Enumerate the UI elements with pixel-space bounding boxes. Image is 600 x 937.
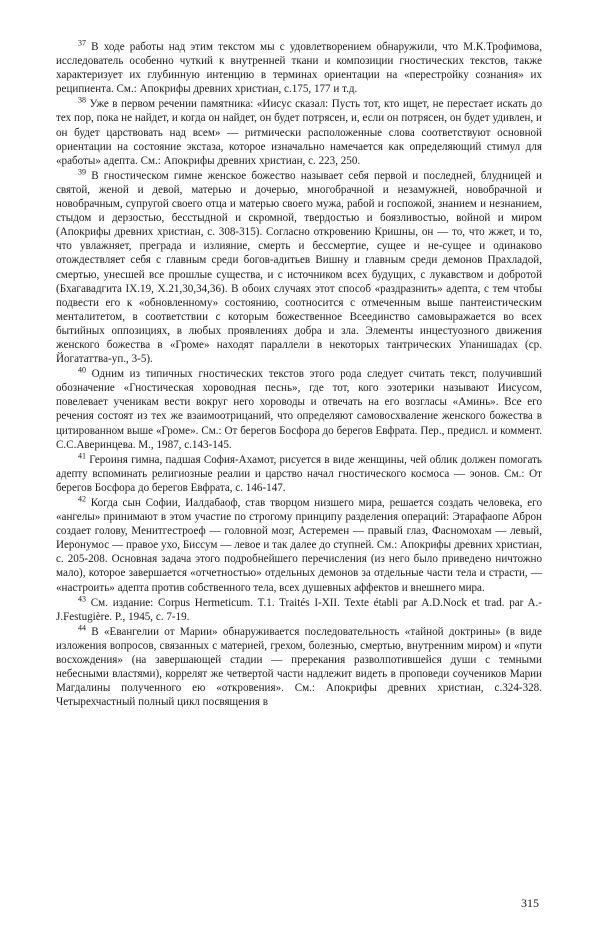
footnote-38	[56, 97, 542, 167]
footnote-number: 37	[78, 38, 86, 48]
footnote-text: В «Евангелии от Марии» обнаруживается последовательность «тайной доктрины» (в виде изложения вопросов, связанных с материей, грехом, болезнью, смертью, внутренним миром) и «пути восхождения» (на завершающей стадии — пререкания разволпотившейся души с темными небесными властями), коррелят же четвертой части надлежит видеть в проповеди соучеников Марии Магдалины полученного ею «откровения». См.: Апокрифы древних христиан, с.324-328. Четырехчастный полный цикл посвящения в	[56, 625, 542, 709]
footnote-number: 39	[78, 167, 86, 177]
footnote-37	[56, 40, 542, 96]
footnote-text: Героиня гимна, падшая София-Ахамот, рисуется в виде женщины, чей облик должен помогать адепту вспоминать религиозные реалии и царство начал гностического космоса — эонов. См.: От берегов Босфора до берегов Евфрата, с. 146-147.	[56, 453, 542, 494]
footnote-text: Когда сын Софии, Иалдабаоф, став творцом низшего мира, решается создать человека, его «ангелы» принимают в этом участие по строгому принципу разделения операций: Этарафаопе Аброн создает голову, Менитгестроеф — головной мозг, Астеремен — правый глаз, Фасномохам — левый, Иеронумос — правое ухо, Биссум — левое и так далее до ступней. См.: Апокрифы древних христиан, с. 205-208. Основная задача этого подробнейшего перечисления (из него было приведено ничтожно мало), которое завершается «отчетностью» отдельных демонов за отдельные части тела и страсти, — «настроить» адепта против собственного тела, всех душевных аффектов и внешнего мира.	[56, 497, 542, 594]
footnote-44	[56, 625, 542, 710]
footnote-43	[56, 593, 542, 624]
footnote-number: 40	[78, 365, 86, 375]
footnotes-block	[56, 40, 542, 710]
footnote-42	[56, 496, 542, 595]
footnote-text: В ходе работы над этим текстом мы с удовлетворением обнаружили, что М.К.Трофимова, исследователь особенно чуткий к внутренней ткани и композиции гностических текстов, также характеризует их глубинную интенцию в терминах ориентации на «перестройку сознания» их реципиента. См.: Апокрифы древних христиан, с.175, 177 и т.д.	[56, 41, 542, 96]
footnote-number: 44	[78, 623, 86, 633]
footnote-39	[56, 169, 542, 366]
footnote-number: 41	[78, 451, 86, 461]
footnote-number: 43	[78, 593, 86, 603]
footnote-text: Уже в первом речении памятника: «Иисус сказал: Пусть тот, кто ищет, не перестает искать до тех пор, пока не найдет, и когда он найдет, он будет потрясен, и, если он потрясен, он будет удивлен, и он будет царствовать над всем» — ритмически расположенные слова соответствуют основной ориентации на состояние экстаза, которое изначально намечается как определяющий стимул для «работы» адепта. См.: Апокрифы древних христиан, с. 223, 250.	[56, 98, 542, 167]
footnote-40	[56, 367, 542, 452]
footnote-number: 38	[78, 95, 86, 105]
footnote-text: См. издание: Corpus Hermeticum. T.1. Traités I-XII. Texte établi par A.D.Nock et trad. par A.-J.Festugière. P., 1945, с. 7-19.	[56, 596, 542, 623]
footnote-number: 42	[78, 494, 86, 504]
footnote-41	[56, 453, 542, 495]
page-number: 315	[521, 896, 539, 910]
footnote-text: Одним из типичных гностических текстов этого рода следует считать текст, получивший обозначение «Гностическая хороводная песнь», где тот, кого эзотерики называют Иисусом, повелевает ученикам вести вокруг него хороводы и отвечать на его возгласы «Аминь». Все его речения состоят из тех же взаимоотрицаний, что определяют самовосхваление женского божества в цитированном выше «Громе». См.: От берегов Босфора до берегов Евфрата. Пер., предисл. и коммент. С.С.Аверинцева. М., 1987, с.143-145.	[56, 368, 542, 451]
footnote-text: В гностическом гимне женское божество называет себя первой и последней, блудницей и святой, женой и девой, матерью и дочерью, многобрачной и незамужней, новобрачной и новобрачным, супругой своего отца и матерью своего мужа, рабой и госпожой, знанием и незнанием, стыдом и дерзостью, бесстыдной и скромной, твердостью и боязливостью, войной и миром (Апокрифы древних христиан, с. 308-315). Согласно откровению Кришны, он — то, что жжет, и то, что увлажняет, преграда и излияние, смерть и бессмертие, сущее и не-сущее и одинаково отождествляет себя с главным среди богов-адитьев Вишну и главным среди демонов Прахладой, смертью, унесшей все прошлые существа, и с источником всех будущих, с лукавством и добротой (Бхагавадгита IX.19, X.21,30,34,36). В обоих случаях этот способ «раздразнить» адепта, с тем чтобы подвести его к «обновленному» состоянию, соотносится с отмеченным выше пантеистическим менталитетом, в соответствии с которым божественное Всеединство самовыражается во всех бытийных оппозициях, в любых проявлениях добра и зла. Элементы инцестуозного движения женского божества в «Громе» находят параллели в некоторых тантрических Упанишадах (ср. Йогататтва-уп., 3-5).	[56, 169, 542, 366]
